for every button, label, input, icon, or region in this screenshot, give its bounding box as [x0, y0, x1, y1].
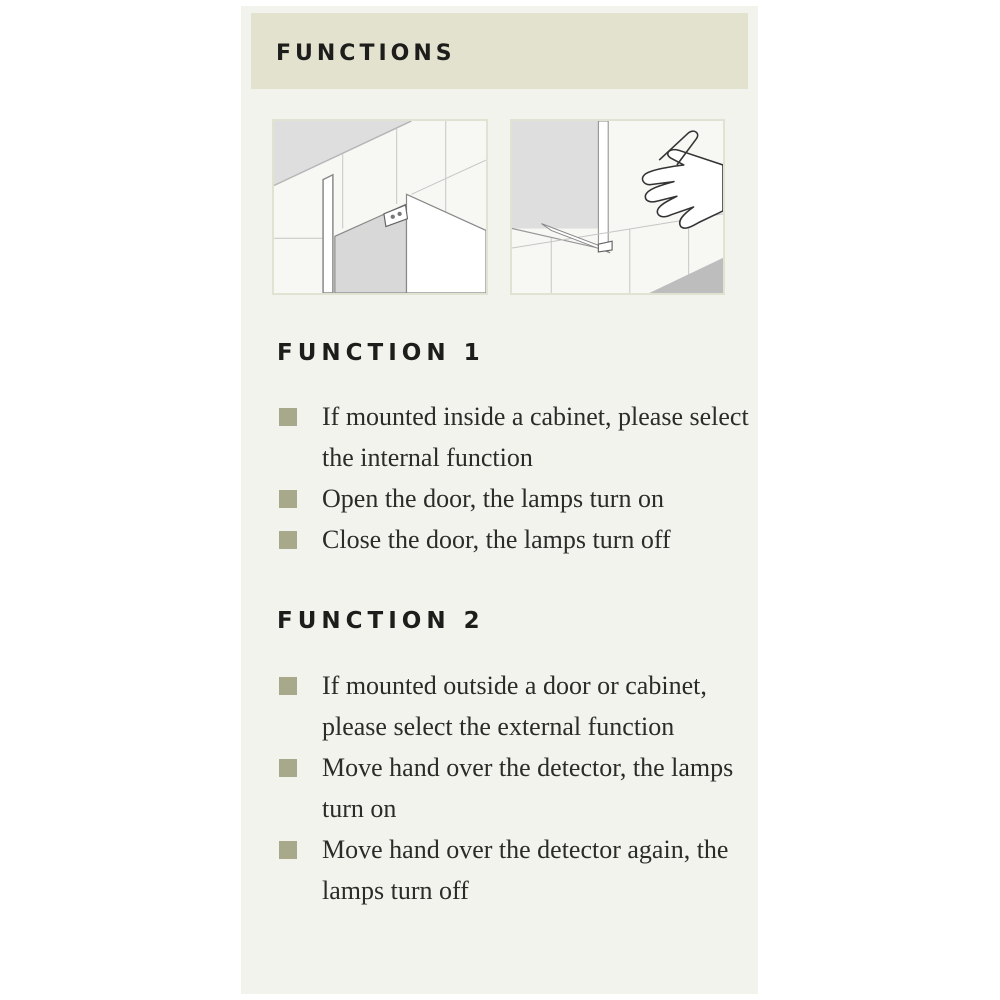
- bullet-square-icon: [279, 490, 297, 508]
- list-item: Move hand over the detector again, the lamps turn off: [279, 829, 749, 911]
- function-2-title: FUNCTION 2: [277, 608, 485, 634]
- hand-wave-sensor-illustration: [510, 119, 725, 295]
- page-title: FUNCTIONS: [276, 41, 456, 66]
- bullet-square-icon: [279, 531, 297, 549]
- function-1-list: [279, 396, 749, 560]
- list-item: If mounted inside a cabinet, please select the internal function: [279, 396, 749, 478]
- bullet-square-icon: [279, 677, 297, 695]
- function-1-title: FUNCTION 1: [277, 340, 485, 366]
- header-band: [251, 13, 748, 89]
- functions-panel: [241, 6, 758, 994]
- function-2-list: [279, 665, 749, 911]
- bullet-square-icon: [279, 841, 297, 859]
- cabinet-door-sensor-illustration: [272, 119, 488, 295]
- bullet-square-icon: [279, 759, 297, 777]
- list-item: Move hand over the detector, the lamps turn on: [279, 747, 749, 829]
- list-item: If mounted outside a door or cabinet, please select the external function: [279, 665, 749, 747]
- list-item: Open the door, the lamps turn on: [279, 478, 749, 519]
- list-item: Close the door, the lamps turn off: [279, 519, 749, 560]
- bullet-square-icon: [279, 408, 297, 426]
